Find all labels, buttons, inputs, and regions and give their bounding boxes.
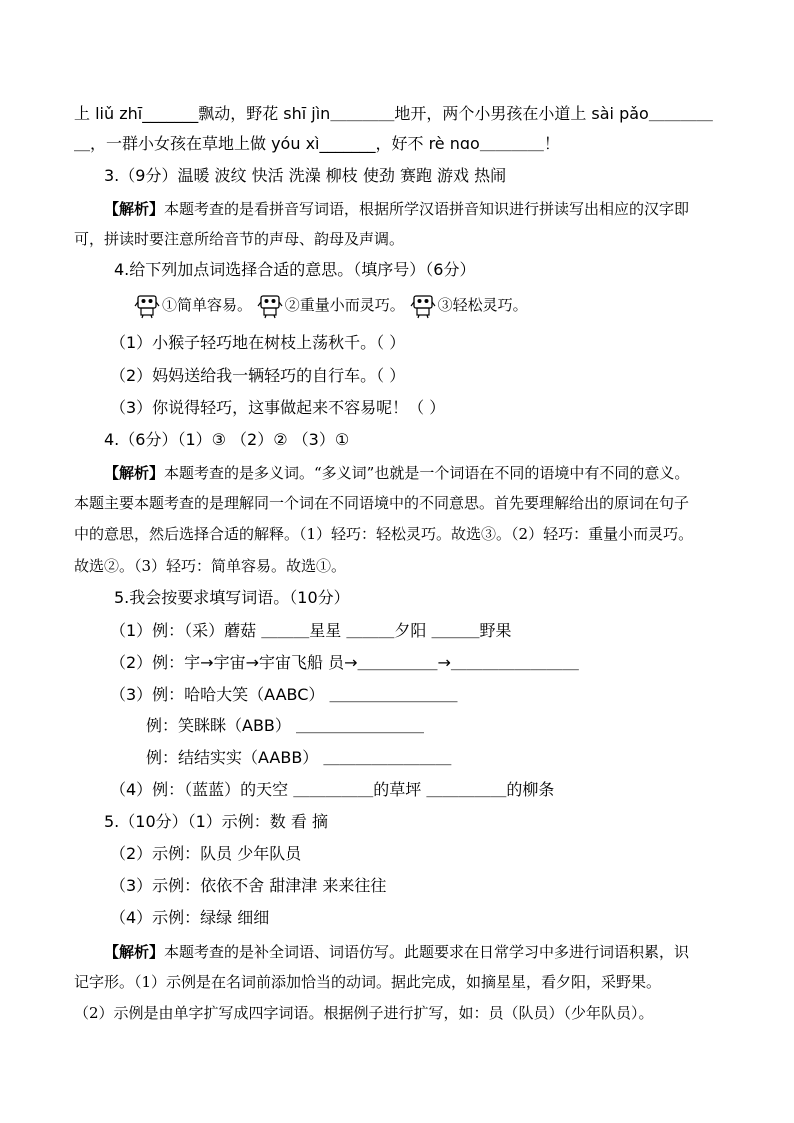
robot-icon — [257, 293, 283, 319]
analysis-5-line-1 — [104, 942, 689, 962]
robot-icon — [410, 293, 436, 319]
analysis-4-text-1: 本题考查的是多义词。“多义词”也就是一个词语在不同的语境中有不同的意义。 — [164, 464, 690, 482]
question-5-row-5: 例：结结实实（AABB） ＿＿＿＿＿＿＿＿ — [146, 748, 452, 767]
answer-5-line-3: （3）示例：依依不舍 甜津津 来来往往 — [110, 876, 387, 895]
answer-5-line-4: （4）示例：绿绿 细细 — [110, 908, 270, 927]
analysis-tag: 【解析】 — [104, 464, 165, 482]
question-5-row-6: （4）例：（蓝蓝）的天空 ＿＿＿＿＿的草坪 ＿＿＿＿＿的柳条 — [110, 780, 555, 799]
analysis-4-line-1 — [104, 463, 689, 483]
q2-line-2: ＿，一群小女孩在草地上做 yóu xì_______，好不 rè nɑo＿＿＿＿！ — [74, 134, 560, 153]
analysis-3-line-1 — [104, 199, 689, 219]
analysis-5-text-1: 本题考查的是补全词语、词语仿写。此题要求在日常学习中多进行词语积累，识 — [164, 943, 690, 961]
question-5-stem: 5.我会按要求填写词语。（10分） — [114, 588, 350, 607]
question-4-item-3: （3）你说得轻巧，这事做起来不容易呢！（ ） — [110, 398, 446, 417]
question-4-item-2: （2）妈妈送给我一辆轻巧的自行车。（ ） — [110, 366, 406, 385]
analysis-5-line-2: 记字形。（1）示例是在名词前添加恰当的动词。据此完成，如摘星星，看夕阳，采野果。 — [74, 973, 662, 991]
question-4-stem: 4.给下列加点词选择合适的意思。（填序号）（6分） — [114, 260, 476, 279]
option-1: ①简单容易。 — [162, 296, 253, 314]
analysis-tag: 【解析】 — [104, 943, 165, 961]
question-4-item-1: （1）小猴子轻巧地在树枝上荡秋千。（ ） — [110, 333, 406, 352]
question-5-row-3: （3）例：哈哈大笑（AABC） ＿＿＿＿＿＿＿＿ — [110, 685, 458, 704]
question-5-row-4: 例：笑眯眯（ABB） ＿＿＿＿＿＿＿＿ — [146, 716, 424, 735]
analysis-3-text-1: 本题考查的是看拼音写词语，根据所学汉语拼音知识进行拼读写出相应的汉字即 — [164, 200, 690, 218]
analysis-3-line-2: 可，拼读时要注意所给音节的声母、韵母及声调。 — [74, 230, 405, 248]
option-2: ②重量小而灵巧。 — [284, 296, 405, 314]
answer-5-line-2: （2）示例：队员 少年队员 — [110, 844, 302, 863]
analysis-5-line-3: （2）示例是由单字扩写成四字词语。根据例子进行扩写，如：员（队员）（少年队员）。 — [74, 1004, 654, 1022]
analysis-4-line-2: 本题主要本题考查的是理解同一个词在不同语境中的不同意思。首先要理解给出的原词在句子 — [74, 494, 690, 512]
analysis-4-line-3: 中的意思，然后选择合适的解释。（1）轻巧：轻松灵巧。故选③。（2）轻巧：重量小而灵巧。 — [74, 525, 694, 543]
answer-4: 4.（6分）（1）③ （2）② （3）① — [104, 430, 350, 449]
analysis-4-line-4: 故选②。（3）轻巧：简单容易。故选①。 — [74, 557, 347, 575]
option-3: ③轻松灵巧。 — [437, 296, 528, 314]
q2-line-1: 上 liǔ zhī_______飘动，野花 shī jìn＿＿＿＿地开，两个小男孩在小道上 sài pǎo＿＿＿＿ — [74, 104, 713, 123]
answer-5-line-1: 5.（10分）（1）示例：数 看 摘 — [104, 812, 328, 831]
analysis-tag: 【解析】 — [104, 200, 165, 218]
question-5-row-2: （2）例：宇→宇宙→宇宙飞船 员→＿＿＿＿＿→＿＿＿＿＿＿＿＿ — [110, 653, 579, 672]
answer-3: 3.（9分）温暖 波纹 快活 洗澡 柳枝 使劲 赛跑 游戏 热闹 — [104, 166, 507, 185]
question-4-options — [134, 290, 528, 320]
question-5-row-1: （1）例：（采）蘑菇 ＿＿＿星星 ＿＿＿夕阳 ＿＿＿野果 — [110, 621, 512, 640]
robot-icon — [134, 293, 160, 319]
